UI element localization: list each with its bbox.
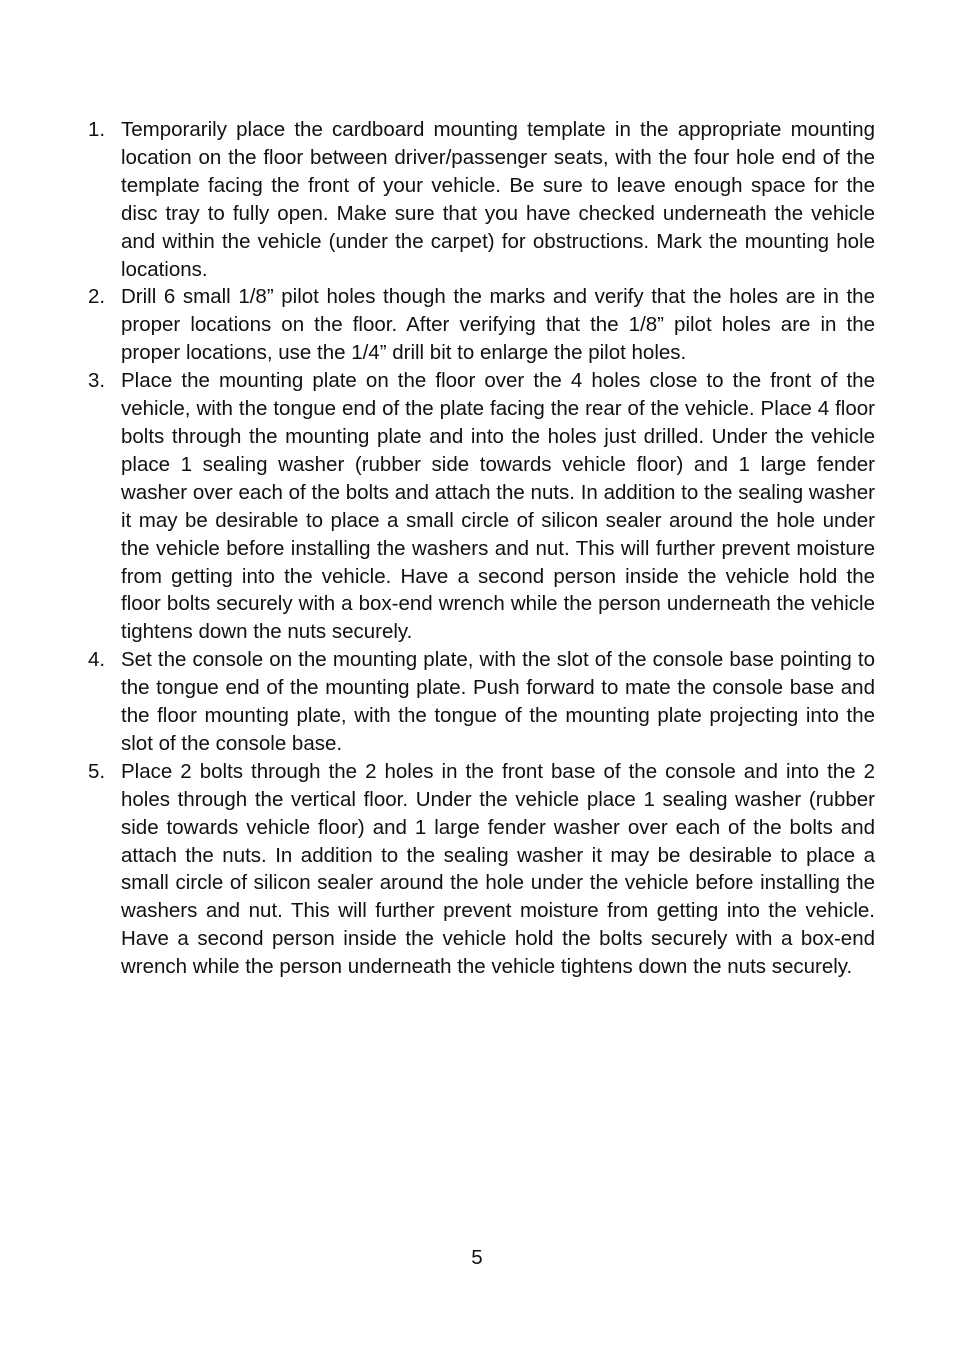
step-text: Place the mounting plate on the floor over the 4 holes close to the front of the vehicle, with the tongue end of the plate facing the rear of the vehicle. Place 4 floor bolts through the mounting plate and into the holes just drilled. Under the vehicle place 1 sealing washer (rubber side towards vehicle floor) and 1 large fender washer over each of the bolts and attach the nuts. In addition to the sealing washer it may be desirable to place a small circle of silicon sealer around the hole under the vehicle before installing the washers and nut. This will further prevent moisture from getting into the vehicle. Have a second person inside the vehicle hold the floor bolts securely with a box-end wrench while the person underneath the vehicle tightens down the nuts securely. [121, 369, 875, 644]
step-text: Temporarily place the cardboard mounting template in the appropriate mounting location on the floor between driver/passenger seats, with the four hole end of the template facing the front of your vehicle. Be sure to leave enough space for the disc tray to fully open. Make sure that you have checked underneath the vehicle and within the vehicle (under the carpet) for obstructions. Mark the mounting hole locations. [121, 118, 875, 281]
step-text: Set the console on the mounting plate, with the slot of the console base pointing to the tongue end of the mounting plate. Push forward to mate the console base and the floor mounting plate, with the tongue of the mounting plate projecting into the slot of the console base. [121, 648, 875, 755]
page-number: 5 [471, 1246, 483, 1269]
step-text: Drill 6 small 1/8” pilot holes though the marks and verify that the holes are in the proper locations on the floor. After verifying that the 1/8” pilot holes are in the proper locations, use the 1/4” drill bit to enlarge the pilot holes. [121, 285, 875, 365]
step-number: 4. [88, 648, 106, 672]
instruction-step-5 [88, 758, 875, 981]
step-number: 3. [88, 369, 106, 393]
step-number: 5. [88, 759, 106, 783]
installation-steps-list [88, 116, 875, 981]
instruction-step-2 [88, 283, 875, 367]
instruction-step-4 [88, 646, 875, 758]
step-text: Place 2 bolts through the 2 holes in the front base of the console and into the 2 holes through the vertical floor. Under the vehicle place 1 sealing washer (rubber side towards vehicle floor) and 1 large fender washer over each of the bolts and attach the nuts. In addition to the sealing washer it may be desirable to place a small circle of silicon sealer around the hole under the vehicle before installing the washers and nut. This will further prevent moisture from getting into the vehicle. Have a second person inside the vehicle hold the bolts securely with a box-end wrench while the person underneath the vehicle tightens down the nuts securely. [121, 759, 875, 979]
instruction-step-3 [88, 367, 875, 646]
instruction-step-1 [88, 116, 875, 283]
step-number: 1. [88, 118, 106, 141]
step-number: 2. [88, 285, 106, 309]
